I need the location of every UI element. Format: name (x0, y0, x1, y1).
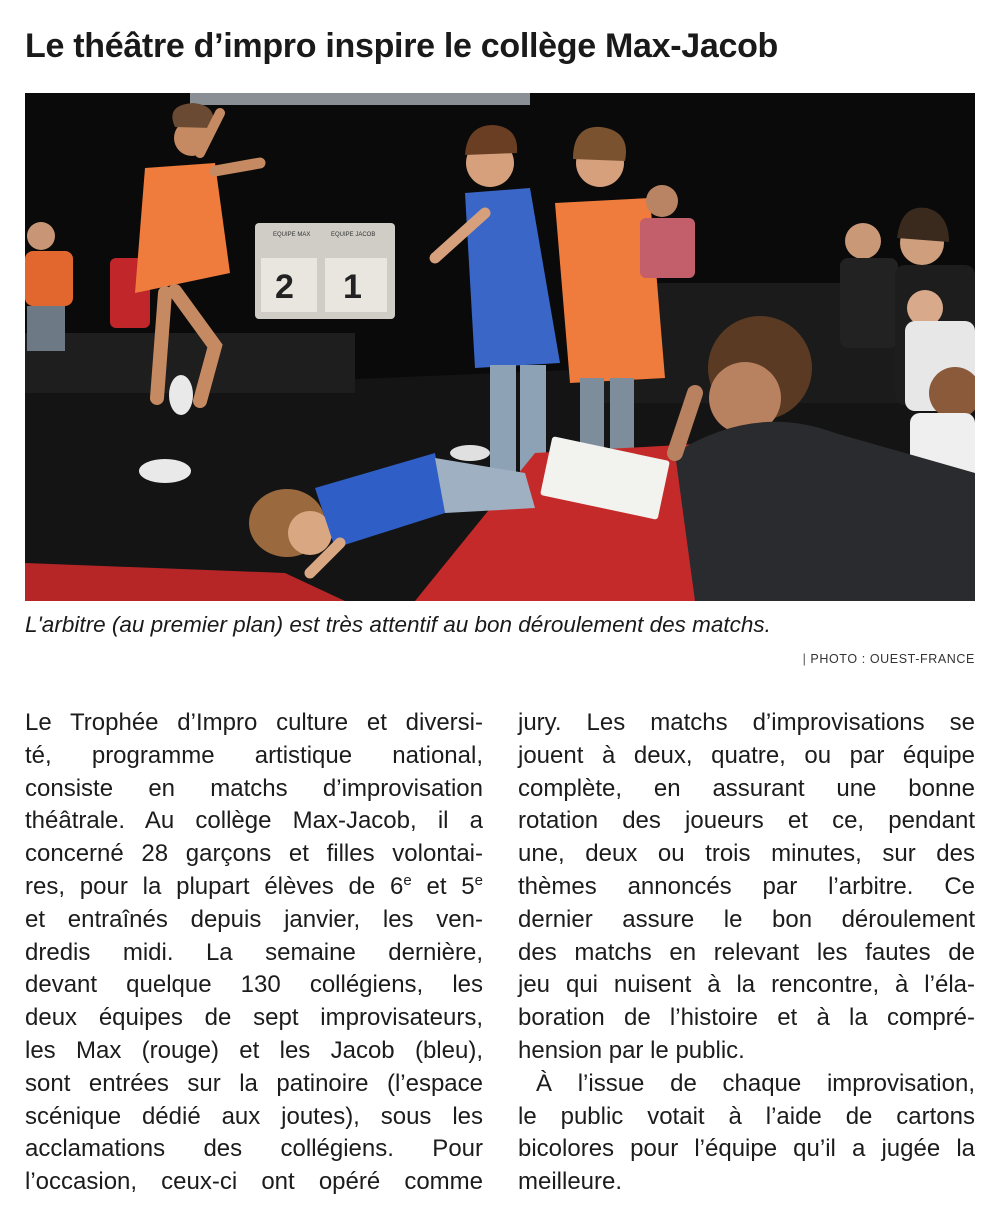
body-line: une, deux ou trois minutes, sur des (518, 840, 975, 868)
body-line: boration de l’histoire et à la compré- (518, 1004, 975, 1032)
body-line (25, 871, 483, 904)
body-line: le public votait à l’aide de cartons (518, 1102, 975, 1130)
grade-superscript: e (403, 871, 412, 889)
body-line: jeu qui nuisent à la rencontre, à l’éla- (518, 971, 975, 999)
grade-superscript: e (474, 871, 483, 889)
body-line: À l’issue de chaque improvisation, (536, 1069, 975, 1097)
body-line: complète, en assurant une bonne (518, 774, 975, 802)
photo-caption: L'arbitre (au premier plan) est très attentif au bon déroulement des matchs. (25, 612, 771, 637)
body-line: bicolores pour l’équipe qu’il a jugée la (518, 1135, 975, 1163)
scoreboard-score-right: 1 (343, 268, 362, 306)
body-line: rotation des joueurs et ce, pendant (518, 807, 975, 835)
body-line: et entraînés depuis janvier, les ven- (25, 905, 483, 933)
body-line-text: res, pour la plupart élèves de 6 (25, 872, 404, 900)
photo-credit-text: PHOTO : OUEST-FRANCE (810, 652, 975, 666)
article-photo (25, 93, 975, 601)
body-line: les Max (rouge) et les Jacob (bleu), (25, 1036, 483, 1064)
body-line: deux équipes de sept improvisateurs, (25, 1004, 483, 1032)
body-line: meilleure. (518, 1168, 623, 1196)
body-line: concerné 28 garçons et filles volontai- (25, 840, 483, 868)
body-line: sont entrées sur la patinoire (l’espace (25, 1069, 483, 1097)
body-line: l’occasion, ceux-ci ont opéré comme (25, 1168, 483, 1196)
body-line: scénique dédié aux joutes), sous les (25, 1102, 483, 1130)
body-line: théâtrale. Au collège Max-Jacob, il a (25, 807, 483, 835)
body-line: jouent à deux, quatre, ou par équipe (518, 741, 975, 769)
body-line: dernier assure le bon déroulement (518, 905, 975, 933)
scoreboard-score-left: 2 (275, 268, 294, 306)
article-headline: Le théâtre d’impro inspire le collège Max-Jacob (25, 27, 779, 65)
body-line: jury. Les matchs d’improvisations se (518, 709, 975, 736)
scoreboard-team-right: EQUIPE JACOB (331, 232, 376, 238)
body-line: acclamations des collégiens. Pour (25, 1135, 483, 1163)
body-line: consiste en matchs d’improvisation (25, 774, 483, 802)
body-line: thèmes annoncés par l’arbitre. Ce (518, 872, 975, 900)
body-line: devant quelque 130 collégiens, les (25, 971, 483, 999)
body-line: hension par le public. (518, 1036, 745, 1064)
body-line: des matchs en relevant les fautes de (518, 938, 975, 966)
article-column-right (518, 707, 975, 1199)
body-line: té, programme artistique national, (25, 741, 483, 769)
scoreboard-team-left: EQUIPE MAX (273, 232, 311, 238)
body-line: dredis midi. La semaine dernière, (25, 938, 483, 966)
article-column-left (25, 707, 483, 1199)
photo-credit: | PHOTO : OUEST-FRANCE (802, 652, 975, 666)
body-line: Le Trophée d’Impro culture et diversi- (25, 709, 483, 736)
body-line-text: et 5 (411, 872, 475, 900)
scoreboard (255, 223, 395, 319)
